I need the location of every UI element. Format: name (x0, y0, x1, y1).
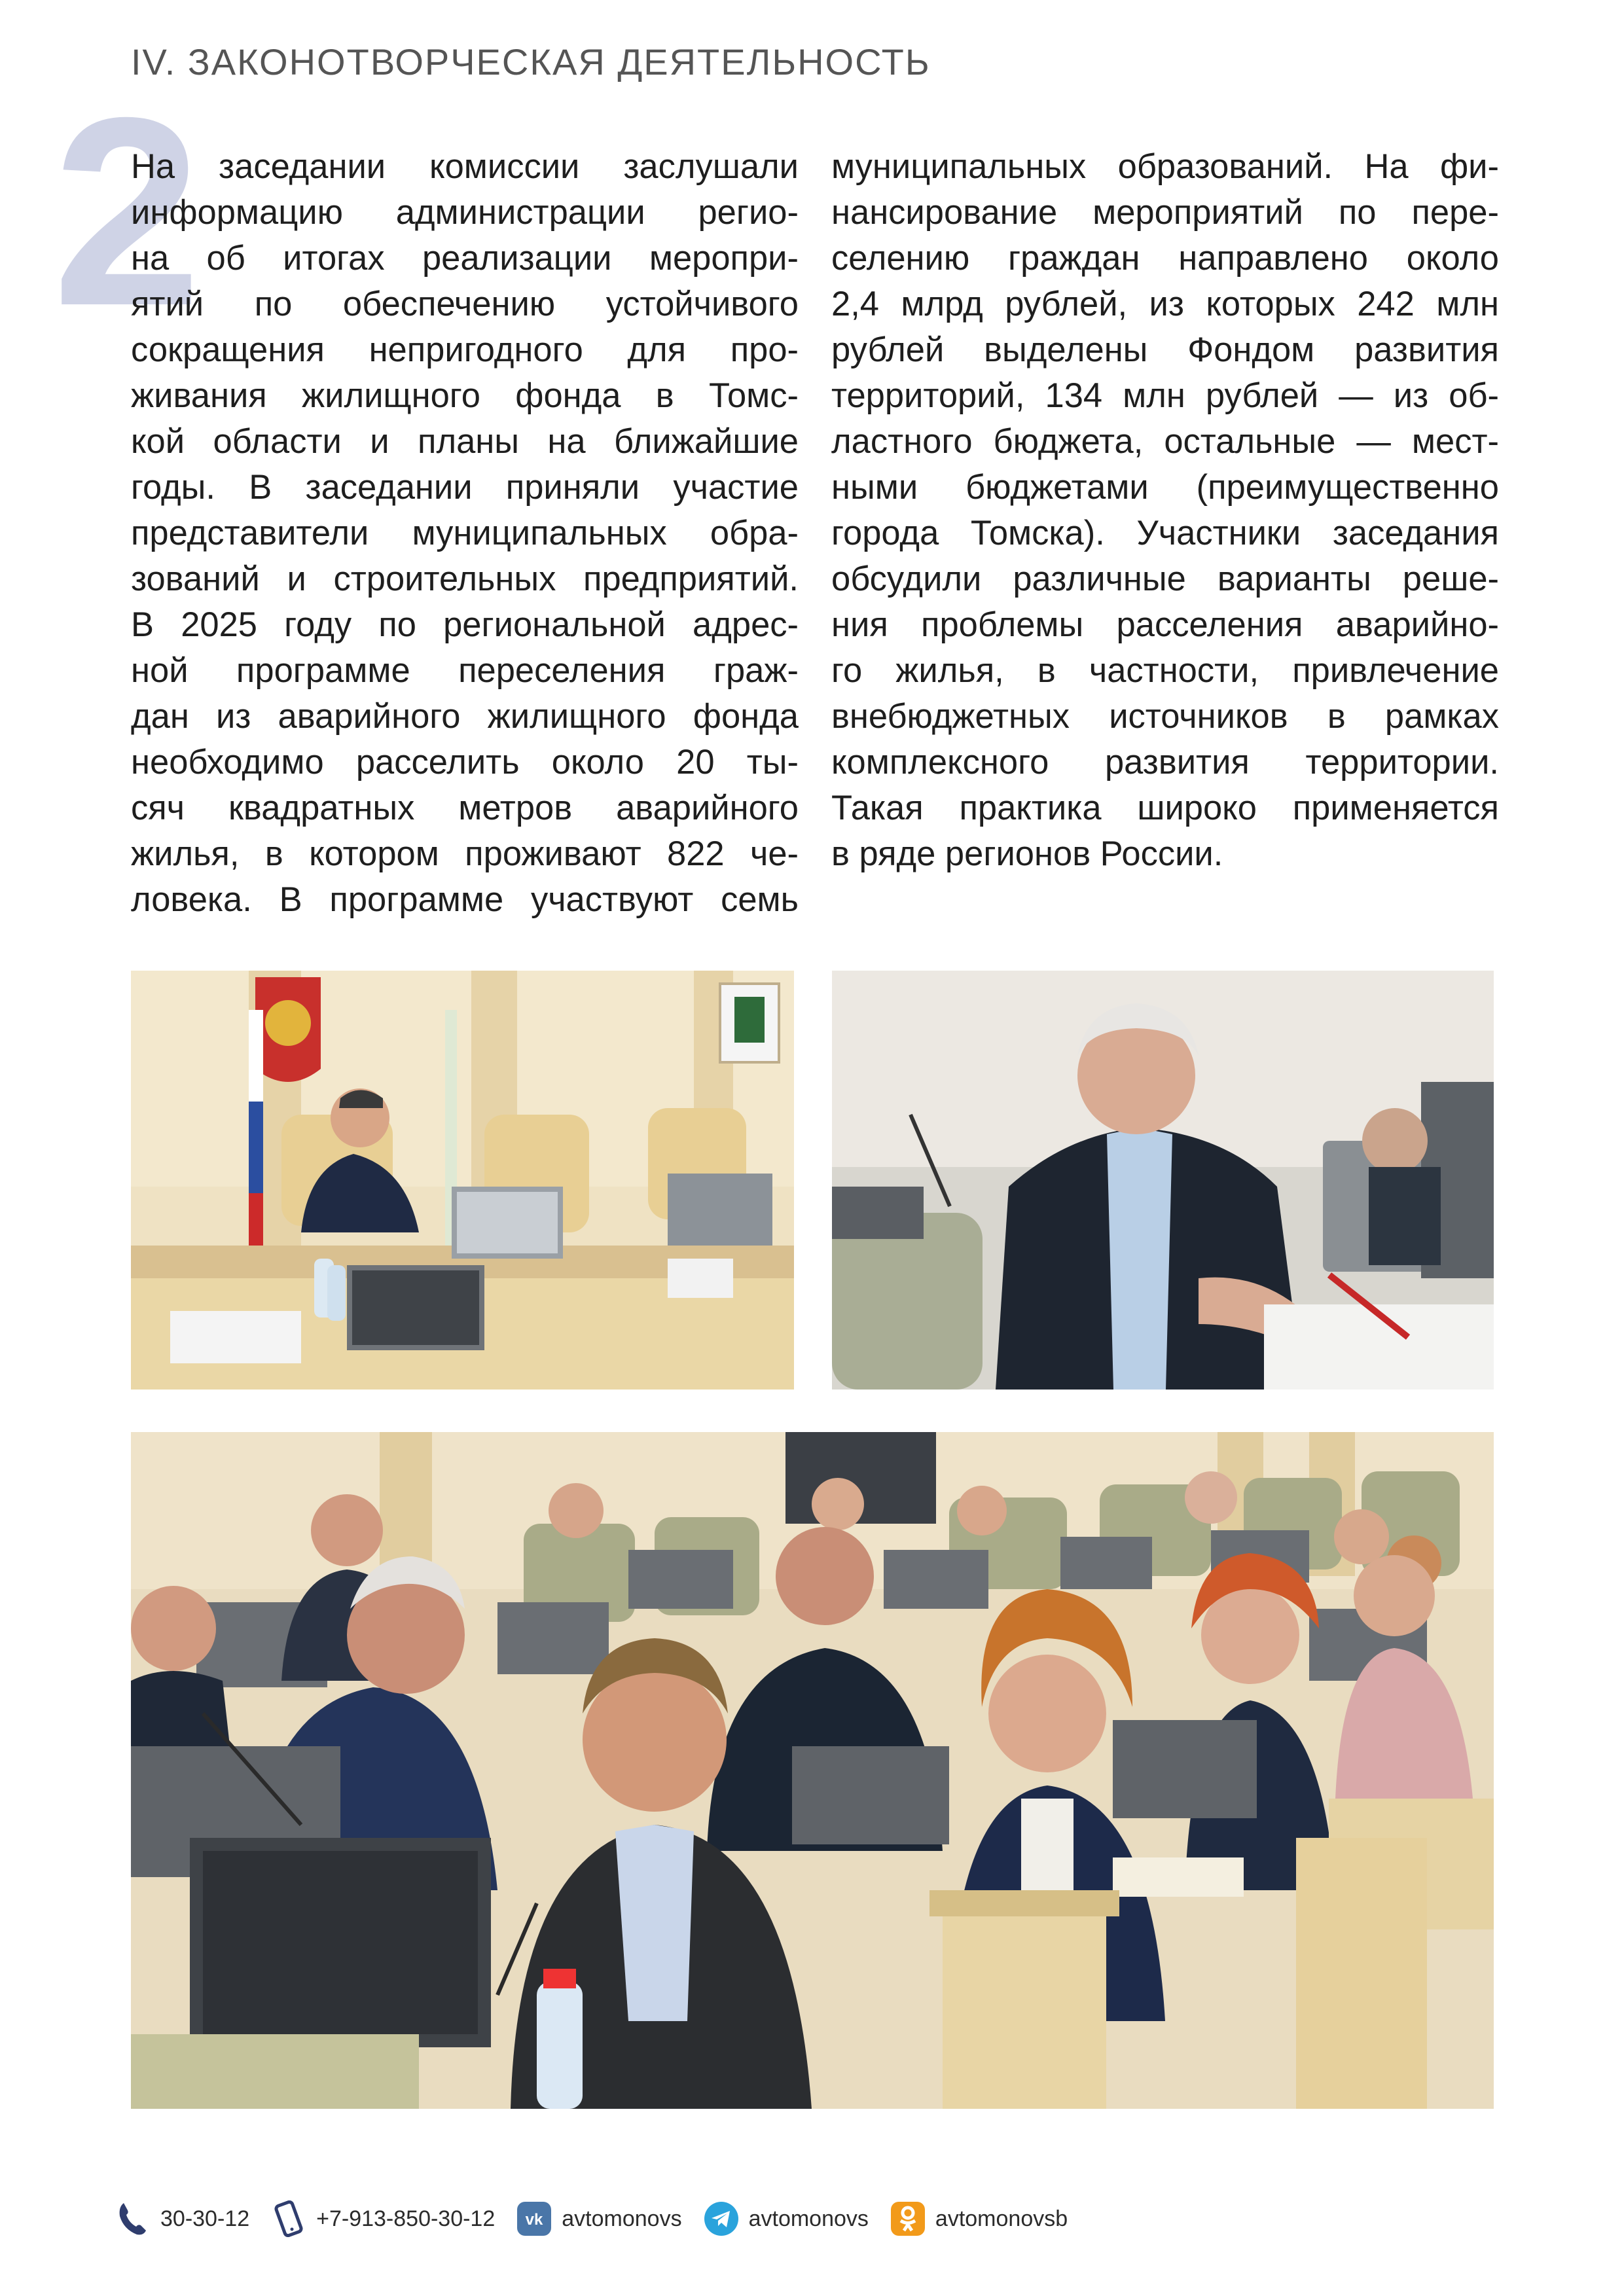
text-line: нансирование мероприятий по пере- (831, 193, 1499, 232)
contact-mobile[interactable] (270, 2200, 495, 2237)
vk-handle: avtomonovs (562, 2206, 682, 2231)
text-line: на об итогах реализации меропри- (131, 239, 799, 278)
text-line: жилья, в котором проживают 822 че- (131, 834, 799, 873)
mobile-number: +7-913-850-30-12 (316, 2206, 496, 2231)
photo-chairman (131, 971, 794, 1390)
text-line: необходимо расселить около 20 ты- (131, 743, 799, 781)
text-line: кой области и планы на ближайшие (131, 422, 799, 461)
text-line: го жилья, в частности, привлечение (831, 651, 1499, 690)
text-line: Такая практика широко применяется (831, 789, 1499, 827)
contact-telegram[interactable] (703, 2200, 869, 2237)
text-line: живания жилищного фонда в Томс- (131, 376, 799, 415)
text-line: На заседании комиссии заслушали (131, 147, 799, 186)
text-line: комплексного развития территории. (831, 743, 1499, 781)
text-line: селению граждан направлено около (831, 239, 1499, 278)
contact-ok[interactable] (890, 2200, 1068, 2237)
odnoklassniki-icon (890, 2200, 926, 2237)
text-line: территорий, 134 млн рублей — из об- (831, 376, 1499, 415)
contact-vk[interactable] (516, 2200, 681, 2237)
svg-text:vk: vk (525, 2211, 543, 2229)
text-line: ния проблемы расселения аварийно- (831, 605, 1499, 644)
text-line: сокращения непригодного для про- (131, 331, 799, 369)
photo-participant (832, 971, 1494, 1390)
vk-icon (516, 2200, 552, 2237)
contacts-footer (115, 2189, 1555, 2248)
text-line: ластного бюджета, остальные — мест- (831, 422, 1499, 461)
text-line: ными бюджетами (преимущественно (831, 468, 1499, 507)
text-line: муниципальных образований. На фи- (831, 147, 1499, 186)
text-line: внебюджетных источников в рамках (831, 697, 1499, 736)
phone-icon (115, 2200, 151, 2237)
text-column-left (131, 144, 799, 923)
decorative-numeral: 2 (52, 62, 202, 361)
text-line: годы. В заседании приняли участие (131, 468, 799, 507)
text-line: в ряде регионов России. (831, 834, 1223, 873)
ok-handle: avtomonovsb (935, 2206, 1068, 2231)
text-line: представители муниципальных обра- (131, 514, 799, 552)
text-line: В 2025 году по региональной адрес- (131, 605, 799, 644)
telegram-handle: avtomonovs (748, 2206, 869, 2231)
text-line: зований и строительных предприятий. (131, 560, 799, 598)
text-line: сяч квадратных метров аварийного (131, 789, 799, 827)
phone-number: 30-30-12 (160, 2206, 250, 2231)
text-column-right (831, 144, 1499, 877)
text-line: ной программе переселения граж- (131, 651, 799, 690)
text-line: обсудили различные варианты реше- (831, 560, 1499, 598)
photo-audience (131, 1432, 1494, 2109)
text-line: ятий по обеспечению устойчивого (131, 285, 799, 323)
mobile-phone-icon (270, 2200, 307, 2237)
section-header: IV. ЗАКОНОТВОРЧЕСКАЯ ДЕЯТЕЛЬНОСТЬ (131, 41, 931, 82)
text-line: дан из аварийного жилищного фонда (131, 697, 799, 736)
text-line: информацию администрации регио- (131, 193, 799, 232)
text-line: рублей выделены Фондом развития (831, 331, 1499, 369)
contact-phone[interactable] (115, 2200, 249, 2237)
text-line: ловека. В программе участвуют семь (131, 880, 799, 919)
text-line: 2,4 млрд рублей, из которых 242 млн (831, 285, 1499, 323)
text-line: города Томска). Участники заседания (831, 514, 1499, 552)
telegram-icon (703, 2200, 740, 2237)
